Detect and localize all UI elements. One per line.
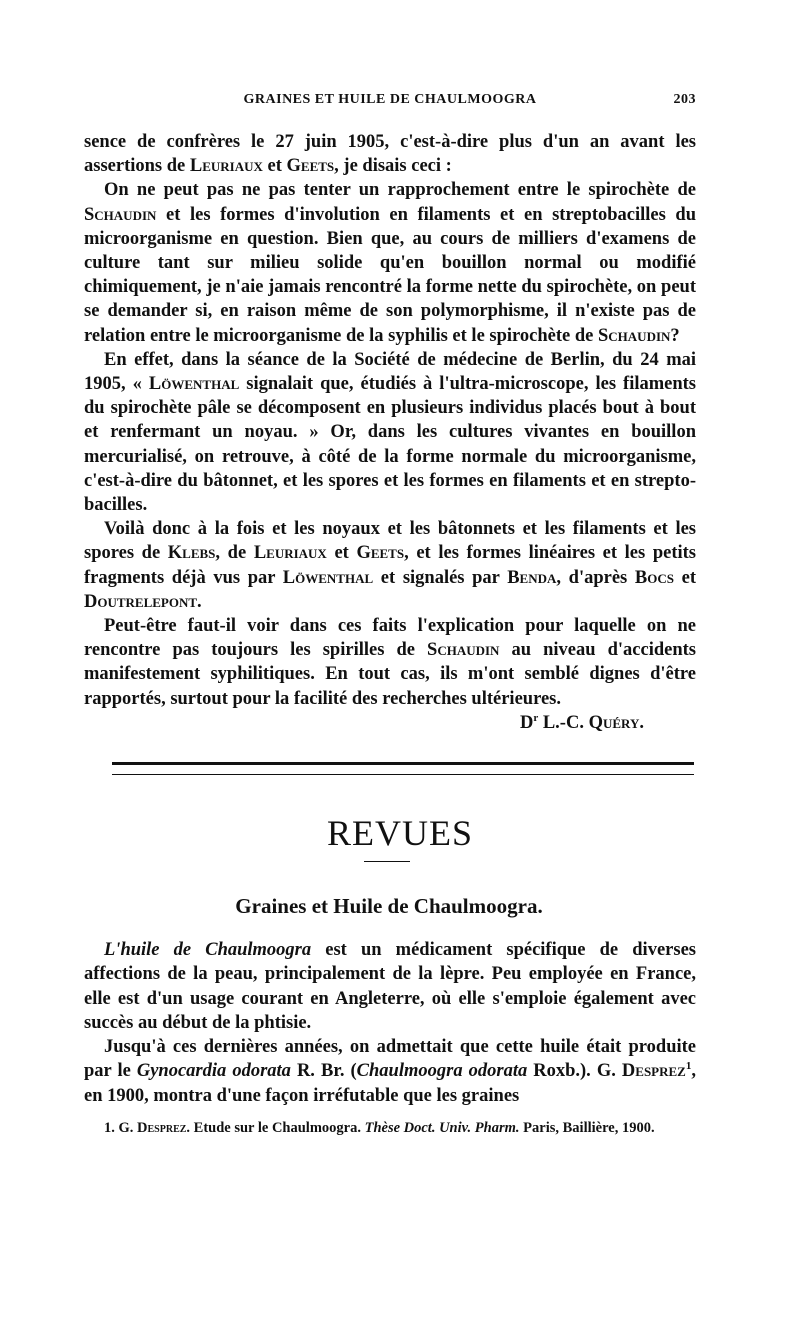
author-name: Schaudin	[598, 325, 671, 346]
article-paragraph-2	[84, 1035, 696, 1108]
footnote-text: . Etude sur le Chaulmoogra.	[186, 1120, 365, 1136]
footnote-marker: 1	[685, 1060, 692, 1073]
author-name: Desprez	[621, 1061, 686, 1082]
article-body	[84, 938, 696, 1108]
paragraph-text: et	[326, 543, 357, 564]
author-name: Desprez	[137, 1120, 187, 1136]
signature-end: .	[639, 713, 644, 733]
article-title: Graines et Huile de Chaulmoogra.	[235, 894, 543, 918]
author-name: Leuriaux	[253, 543, 327, 564]
paragraph-text: Jusqu'à ces dernières années, on admettait que cette huile était produite par le	[84, 1037, 696, 1082]
footnote	[84, 1118, 696, 1138]
author-name: Löwenthal	[282, 567, 374, 588]
author-name: Doutrelepont	[84, 591, 198, 612]
paragraph-text: , en 1900, montra d'une façon irréfutable que les graines	[84, 1061, 696, 1106]
running-head-title: GRAINES ET HUILE DE CHAULMOOGRA	[243, 92, 537, 107]
paragraph-text: au niveau d'accidents manifestement syphilitiques. En tout cas, ils m'ont semblé dignes d'être rapportés, surtout pour la facilité des recherches ultérieures.	[84, 640, 696, 709]
signature	[84, 713, 644, 734]
paragraph-text: .	[197, 591, 202, 612]
paragraph-2	[84, 178, 696, 347]
section-title: REVUES	[326, 813, 473, 853]
paragraph-5	[84, 614, 696, 711]
signature-initials: L.-C.	[538, 713, 589, 733]
paragraph-text: signalait que, étudiés à l'ultra-microscope, les filaments du spirochète pâle se décomposent en plusieurs individus placés bout à bout et renfermant un noyau. » Or, dans les cultures vivantes en bouillon mercurialisé, on retrouve, à côté de la forme normale du microorganisme, c'est-à-dire du bâtonnet, et les spores et les formes en filaments et en strepto-bacilles.	[84, 374, 696, 516]
letter-body	[84, 130, 696, 711]
author-name: Bocs	[634, 567, 674, 588]
author-name: Klebs	[167, 543, 216, 564]
italic-text: Chaulmoogra odorata	[356, 1061, 528, 1082]
article-paragraph-1	[84, 938, 696, 1035]
paragraph-text: et signalés par	[373, 567, 508, 588]
italic-text: Gynocardia odorata	[136, 1061, 291, 1082]
author-name: Schaudin	[84, 204, 157, 225]
double-rule-divider	[112, 762, 694, 775]
paragraph-text: En effet, dans la séance de la Société de médecine de Berlin, du 24 mai 1905, «	[84, 349, 696, 395]
author-name: Schaudin	[427, 640, 500, 661]
author-name: Geets	[356, 543, 405, 564]
paragraph-text: ?	[670, 325, 680, 346]
paragraph-text: Voilà donc à la fois et les noyaux et les bâtonnets et les filaments et les spores de	[84, 519, 696, 564]
paragraph-text: On ne peut pas ne pas tenter un rapprochement entre le spirochète de	[104, 180, 696, 201]
signature-name: Quéry	[588, 713, 640, 733]
paragraph-4	[84, 517, 696, 614]
footnote-1	[84, 1118, 696, 1138]
running-head	[84, 92, 696, 114]
italic-text: Thèse Doct. Univ. Pharm.	[364, 1120, 520, 1136]
paragraph-text: , et les formes linéaires et les petits fragments déjà vus par	[84, 543, 697, 588]
page-number: 203	[673, 92, 696, 107]
paragraph-text: et	[262, 156, 287, 177]
paragraph-text: Peut-être faut-il voir dans ces faits l'explication pour laquelle on ne rencontre pas toujours les spirilles de	[84, 616, 696, 661]
paragraph-text: Roxb.). G.	[527, 1061, 622, 1082]
footnote-number: 1. G.	[104, 1120, 138, 1136]
paragraph-1	[84, 130, 696, 178]
paragraph-text: sence de confrères le 27 juin 1905, c'est-à-dire plus d'un an avant les assertions de	[84, 132, 696, 177]
paragraph-text: R. Br. (	[290, 1061, 357, 1082]
paragraph-3	[84, 348, 696, 517]
section-title-rule	[364, 861, 410, 862]
paragraph-text: et les formes d'involution en filaments et en streptobacilles du microorganisme en question. Bien que, au cours de milliers d'examens de culture tant sur milieu solide qu'en bouillon normal ou modifié chimiquement, je n'aie jamais rencontré la forme nette du spirochète, on peut se demander si, en raison même de son polymorphisme, il n'existe pas de relation entre le microorganisme de la syphilis et le spirochète de	[84, 204, 696, 346]
footnote-text: Paris, Baillière, 1900.	[519, 1120, 655, 1136]
paragraph-text: est un médicament spécifique de diverses affections de la peau, principalement de la lèpre. Peu employée en France, elle est d'un usage courant en Angleterre, où elle s'emploie également avec succès au début de la phtisie.	[84, 940, 696, 1033]
signature-sup: r	[533, 711, 539, 724]
italic-text: L'huile de Chaulmoogra	[104, 940, 312, 960]
signature-prefix: D	[519, 713, 534, 733]
paragraph-text: , de	[215, 543, 254, 564]
author-name: Leuriaux	[189, 156, 263, 177]
author-name: Geets	[286, 156, 335, 177]
author-name: Benda	[507, 567, 557, 588]
paragraph-text: , d'après	[556, 567, 635, 588]
author-name: Löwenthal	[148, 374, 240, 395]
paragraph-text: et	[673, 567, 697, 588]
paragraph-text: , je disais ceci :	[334, 156, 452, 177]
